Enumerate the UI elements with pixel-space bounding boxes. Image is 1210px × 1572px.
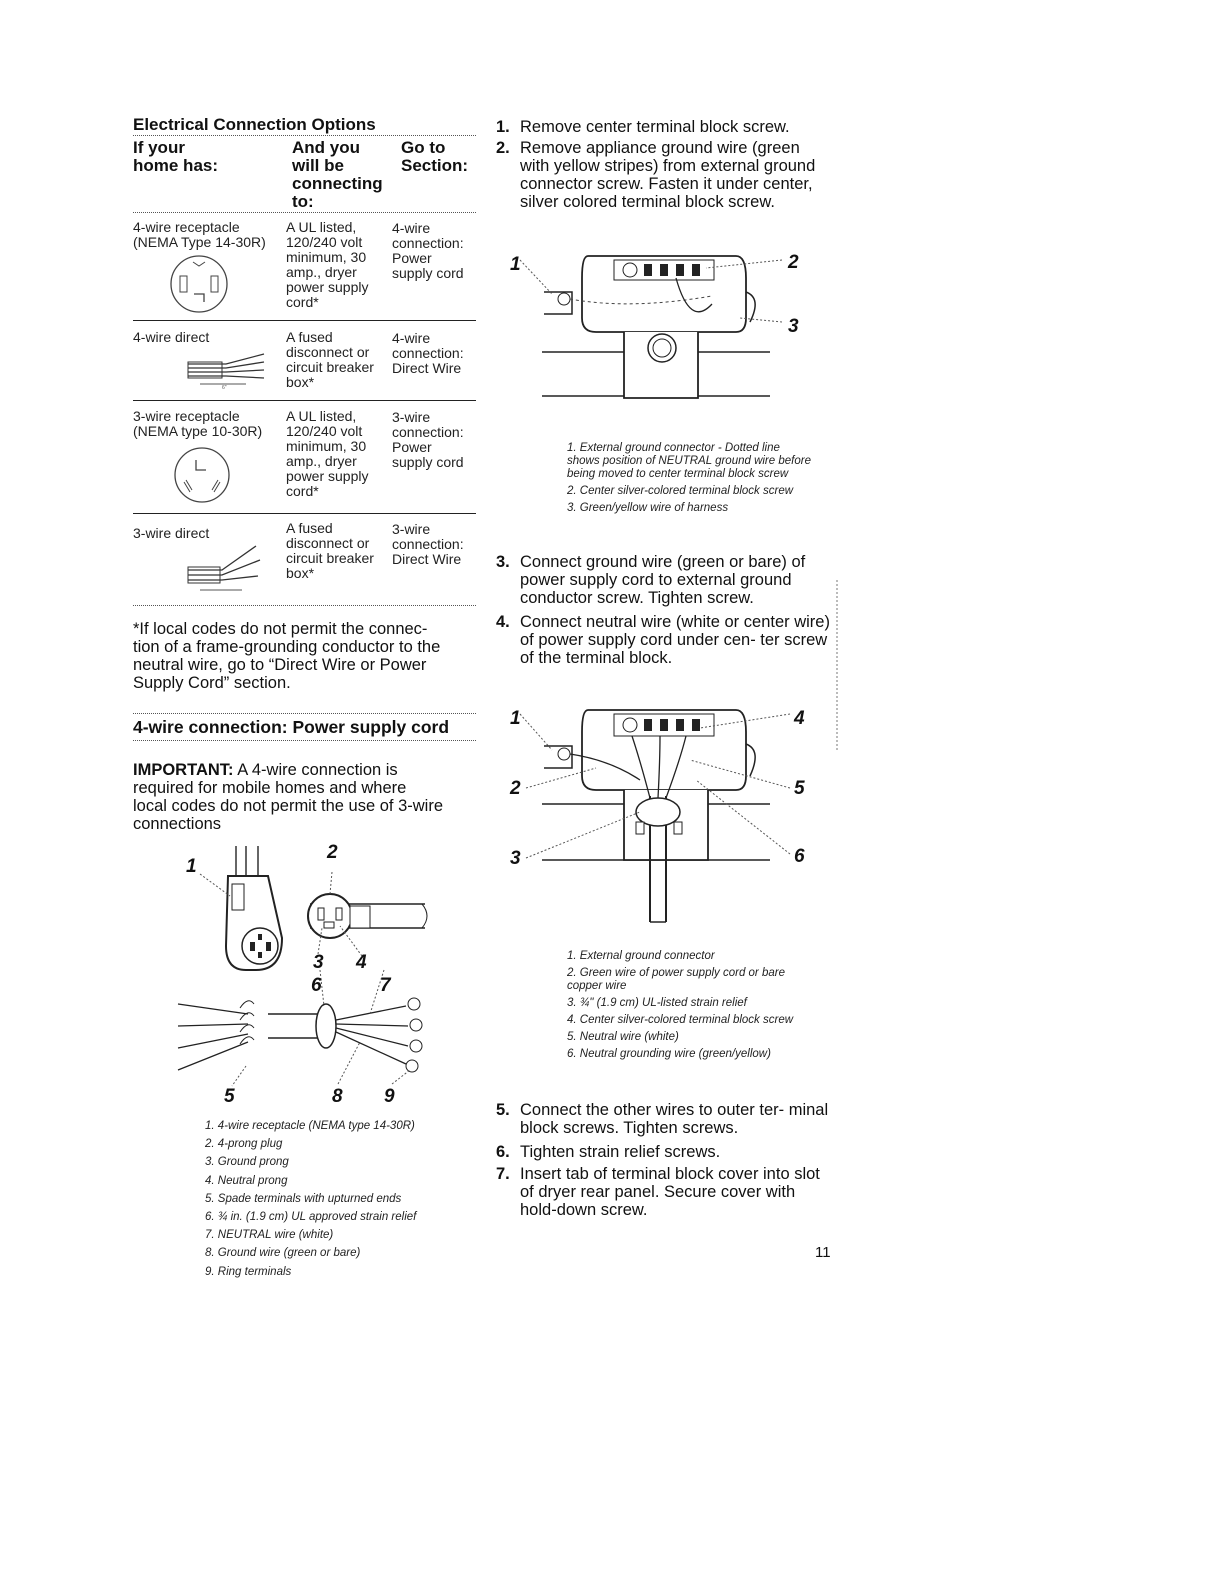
- steps-group-a: [496, 118, 832, 211]
- cell-line: minimum, 30: [286, 249, 367, 265]
- fig-callout: 7: [380, 975, 391, 996]
- fig2-callout: 5: [794, 778, 805, 799]
- step-text: Insert tab of terminal block cover into slot of dryer rear panel. Secure cover with hold-down screw.: [520, 1165, 820, 1219]
- cell-line: 3-wire direct: [133, 525, 210, 541]
- fig1-callout: 1: [510, 254, 521, 275]
- fig2-callout: 4: [794, 708, 805, 729]
- fig1-callout: 2: [788, 252, 799, 273]
- page-number: 11: [815, 1244, 831, 1261]
- cell-line: minimum, 30: [286, 438, 367, 454]
- table-cell: [286, 220, 369, 310]
- caption-line: 3. Green/yellow wire of harness: [567, 502, 729, 514]
- cell-line: disconnect or: [286, 344, 370, 360]
- important-text: A 4-wire connection is: [233, 761, 398, 779]
- fig-callout: 4: [356, 952, 367, 973]
- step-item: [496, 1165, 832, 1219]
- step-number: 5.: [496, 1101, 510, 1119]
- footnote-line: neutral wire, go to “Direct Wire or Power: [133, 656, 427, 674]
- cell-line: supply cord: [392, 454, 464, 470]
- step-number: 4.: [496, 613, 510, 631]
- caption-line: 5. Spade terminals with upturned ends: [205, 1192, 402, 1205]
- important-line: local codes do not permit the use of 3-wire: [133, 797, 443, 815]
- cell-line: Direct Wire: [392, 551, 462, 567]
- header-line: And you: [292, 138, 360, 157]
- step-item: [496, 553, 832, 607]
- fig-callout: 1: [186, 856, 197, 877]
- cell-line: connection:: [392, 424, 464, 440]
- table-cell: [392, 410, 464, 470]
- cell-line: circuit breaker: [286, 359, 374, 375]
- cell-line: disconnect or: [286, 535, 370, 551]
- step-item: [496, 1143, 832, 1161]
- cell-line: amp., dryer: [286, 453, 357, 469]
- cell-line: A fused: [286, 520, 333, 536]
- table-cell: [286, 330, 374, 390]
- cell-line: 3-wire: [392, 521, 431, 537]
- fig-callout: 6: [311, 975, 322, 996]
- table-cell: [392, 221, 464, 281]
- header-line: If your: [133, 138, 185, 157]
- table-cell: [392, 331, 464, 376]
- cell-line: A fused: [286, 329, 333, 345]
- cell-line: 120/240 volt: [286, 234, 363, 250]
- cord-and-plug-figure: [170, 838, 470, 1110]
- caption-line: 3. Ground prong: [205, 1156, 289, 1169]
- step-text: Remove center terminal block screw.: [520, 118, 790, 136]
- cell-line: (NEMA type 10-30R): [133, 423, 263, 439]
- header-line: Section:: [401, 156, 469, 175]
- caption-line: 4. Neutral prong: [205, 1174, 288, 1187]
- cell-line: box*: [286, 374, 315, 390]
- caption-line: 2. Green wire of power supply cord or bare copper wire: [567, 967, 785, 992]
- cell-line: A UL listed,: [286, 408, 357, 424]
- header-line: to:: [292, 192, 314, 211]
- header-home-has: [133, 139, 283, 175]
- divider: [133, 605, 476, 606]
- caption-line: 3. ¾" (1.9 cm) UL-listed strain relief: [567, 997, 747, 1009]
- cell-line: (NEMA Type 14-30R): [133, 234, 266, 250]
- fig2-callout: 1: [510, 708, 521, 729]
- fig1-callout: 3: [788, 316, 799, 337]
- divider: [133, 212, 476, 213]
- table-row: [133, 330, 209, 345]
- cell-line: circuit breaker: [286, 550, 374, 566]
- table-cell: [286, 409, 369, 499]
- important-line: [133, 761, 478, 779]
- cell-line: Direct Wire: [392, 360, 462, 376]
- left-figure-captions: [205, 1117, 416, 1281]
- cell-line: Power: [392, 250, 432, 266]
- important-note: [133, 761, 478, 833]
- header-connecting-to: [292, 139, 402, 211]
- table-row: [133, 526, 209, 541]
- step-number: 7.: [496, 1165, 510, 1183]
- divider: [133, 740, 476, 741]
- table-cell: [286, 521, 374, 581]
- step-item: [496, 613, 832, 667]
- step-item: [496, 1101, 832, 1137]
- cell-line: 4-wire: [392, 330, 431, 346]
- fig2-callout: 2: [510, 778, 521, 799]
- caption-line: 1. External ground connector - Dotted line shows position of NEUTRAL ground wire before being moved to center terminal block screw: [567, 442, 811, 480]
- fig-callout: 9: [384, 1086, 395, 1107]
- row-divider: [133, 320, 476, 321]
- important-line: required for mobile homes and where: [133, 779, 407, 797]
- caption-line: 1. External ground connector: [567, 950, 715, 962]
- row-divider: [133, 513, 476, 514]
- header-go-to-section: [401, 139, 481, 175]
- header-line: will be: [292, 156, 344, 175]
- receptacle-14-30r-icon: [168, 254, 230, 314]
- header-line: Go to: [401, 138, 446, 157]
- cell-line: power supply: [286, 279, 369, 295]
- cell-line: 3-wire receptacle: [133, 408, 240, 424]
- cell-line: connection:: [392, 235, 464, 251]
- cell-line: connection:: [392, 345, 464, 361]
- step-text: Connect ground wire (green or bare) of power supply cord to external ground conductor screw. Tighten screw.: [520, 553, 806, 607]
- caption-line: 2. Center silver-colored terminal block screw: [567, 485, 794, 497]
- header-line: connecting: [292, 174, 383, 193]
- caption-line: 7. NEUTRAL wire (white): [205, 1229, 334, 1242]
- step-number: 3.: [496, 553, 510, 571]
- cell-line: supply cord: [392, 265, 464, 281]
- caption-line: 9. Ring terminals: [205, 1265, 292, 1278]
- caption-line: 5. Neutral wire (white): [567, 1031, 679, 1043]
- row-divider: [133, 400, 476, 401]
- step-text: Connect the other wires to outer ter- minal block screws. Tighten screws.: [520, 1101, 829, 1137]
- fig-callout: 3: [313, 952, 324, 973]
- cell-line: power supply: [286, 468, 369, 484]
- cell-line: Power: [392, 439, 432, 455]
- step-number: 6.: [496, 1143, 510, 1161]
- cell-line: cord*: [286, 483, 319, 499]
- caption-line: 6. Neutral grounding wire (green/yellow): [567, 1048, 771, 1060]
- terminal-block-figure-1: [500, 238, 820, 410]
- step-text: Remove appliance ground wire (green with yellow stripes) from external ground connector screw. Fasten it under center, silver colored terminal block screw.: [520, 139, 816, 211]
- step-text: Tighten strain relief screws.: [520, 1143, 721, 1161]
- cell-line: 3-wire: [392, 409, 431, 425]
- caption-line: 6. ¾ in. (1.9 cm) UL approved strain relief: [205, 1211, 417, 1224]
- fig2-callout: 6: [794, 846, 805, 867]
- important-label: IMPORTANT:: [133, 761, 234, 779]
- divider: [133, 135, 476, 136]
- cell-line: A UL listed,: [286, 219, 357, 235]
- table-row: [133, 409, 262, 439]
- caption-line: 1. 4-wire receptacle (NEMA type 14-30R): [205, 1120, 415, 1132]
- scan-artifact: [836, 580, 842, 750]
- step-item: [496, 118, 832, 136]
- cell-line: cord*: [286, 294, 319, 310]
- cell-line: 4-wire receptacle: [133, 219, 240, 235]
- caption-line: 8. Ground wire (green or bare): [205, 1247, 361, 1260]
- step-number: 1.: [496, 118, 510, 136]
- footnote: [133, 620, 478, 692]
- terminal-block-figure-2: [500, 700, 820, 930]
- direct-wire-3-icon: [186, 540, 266, 596]
- important-line: connections: [133, 815, 222, 833]
- step-item: [496, 139, 832, 211]
- footnote-line: tion of a frame-grounding conductor to the: [133, 638, 441, 656]
- fig-callout: 2: [327, 842, 338, 863]
- step-text: Connect neutral wire (white or center wire) of power supply cord under cen- ter screw of the terminal block.: [520, 613, 830, 667]
- footnote-line: Supply Cord” section.: [133, 674, 291, 692]
- cell-line: 4-wire: [392, 220, 431, 236]
- receptacle-10-30r-icon: [172, 446, 232, 504]
- caption-line: 2. 4-prong plug: [205, 1138, 283, 1151]
- fig2-captions: [567, 950, 817, 1061]
- cell-line: box*: [286, 565, 315, 581]
- divider: [133, 713, 476, 714]
- fig-callout: 8: [332, 1086, 343, 1107]
- step-number: 2.: [496, 139, 510, 157]
- steps-group-c: [496, 1101, 832, 1219]
- header-line: home has:: [133, 156, 219, 175]
- options-title: Electrical Connection Options: [133, 115, 376, 134]
- fig1-captions: [567, 442, 812, 515]
- cell-line: 120/240 volt: [286, 423, 363, 439]
- footnote-line: *If local codes do not permit the connec-: [133, 620, 428, 638]
- caption-line: 4. Center silver-colored terminal block screw: [567, 1014, 794, 1026]
- table-row: [133, 220, 266, 250]
- table-cell: [392, 522, 464, 567]
- steps-group-b: [496, 553, 832, 667]
- svg-text:6": 6": [222, 385, 227, 390]
- direct-wire-4-icon: [186, 350, 266, 390]
- fig2-callout: 3: [510, 848, 521, 869]
- fig-callout: 5: [224, 1086, 235, 1107]
- cell-line: connection:: [392, 536, 464, 552]
- cell-line: 4-wire direct: [133, 329, 210, 345]
- cell-line: amp., dryer: [286, 264, 357, 280]
- section-heading: 4-wire connection: Power supply cord: [133, 717, 450, 737]
